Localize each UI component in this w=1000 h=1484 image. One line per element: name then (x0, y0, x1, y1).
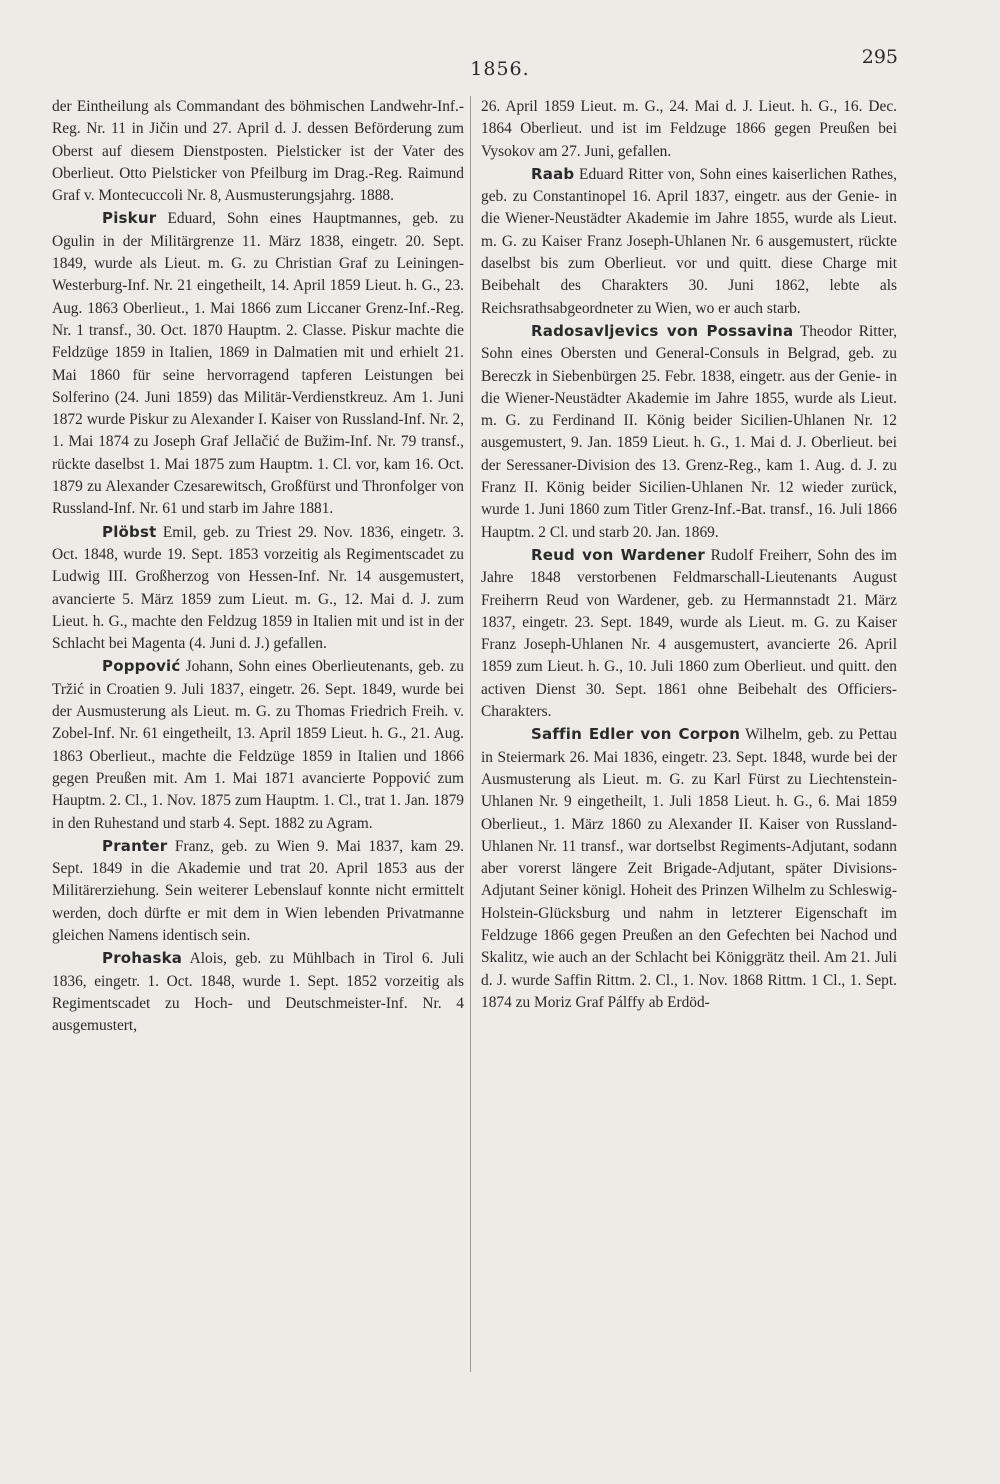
entry-name: Saffin Edler von Corpon (531, 725, 741, 744)
entry-text: Rudolf Freiherr, Sohn des im Jahre 1848 verstorbenen Feldmarschall-Lieutenants August Freiherrn Reud von Wardener, geb. zu Hermannstadt 21. März 1837, eingetr. 23. Sept. 1849, wurde als Lieut. m. G. zu Kaiser Franz Joseph-Uhlanen Nr. 4 ausgemustert, avancierte 26. April 1859 zum Lieut. h. G., 10. Juli 1860 zum Oberlieut. und quitt. den activen Dienst 30. Sept. 1861 ohne Beibehalt des Officiers-Charakters. (481, 546, 897, 721)
page-number: 295 (861, 46, 898, 68)
entry-pranter (52, 835, 464, 947)
entry-saffin (481, 723, 897, 1014)
entry-text: Franz, geb. zu Wien 9. Mai 1837, kam 29. Sept. 1849 in die Akademie und trat 20. April 1853 aus der Militärerziehung. Sein weiterer Lebenslauf konnte nicht ermittelt werden, doch dürfte er mit dem in Wien lebenden Privatmanne gleichen Namens identisch sein. (52, 837, 464, 944)
entry-name: Prohaska (102, 949, 183, 968)
entry-piskur (52, 207, 464, 520)
entry-text: Johann, Sohn eines Oberlieutenants, geb. zu Tržić in Croatien 9. Juli 1837, eingetr. 26. Sept. 1849, wurde bei der Ausmusterung als Lieut. m. G. zu Thomas Friedrich Freih. v. Zobel-Inf. Nr. 61 eingetheilt, 13. April 1859 Lieut. h. G., 21. Aug. 1863 Oberlieut., machte die Feldzüge 1859 in Italien und 1866 gegen Preußen mit. Am 1. Mai 1871 avancierte Poppović zum Hauptm. 2. Cl., 1. Nov. 1875 zum Hauptm. 1. Cl., trat 1. Jan. 1879 in den Ruhestand und starb 4. Sept. 1882 zu Agram. (52, 658, 464, 832)
entry-radosavljevics (481, 320, 897, 544)
entry-text: Eduard Ritter von, Sohn eines kaiserlichen Rathes, geb. zu Constantinopel 16. April 1837, eingetr. aus der Genie- in die Wiener-Neustädter Akademie im Jahre 1855, wurde als Lieut. m. G. zu Kaiser Franz Joseph-Uhlanen Nr. 6 ausgemustert, rückte daselbst bis zum Oberlieut. vor und quitt. diese Charge mit Beibehalt des Charakters 30. Juni 1862, lebte als Reichsrathsabgeordneter zu Wien, wo er auch starb. (481, 165, 897, 317)
entry-reud-von-wardener (481, 544, 897, 723)
continued-paragraph: der Eintheilung als Commandant des böhmischen Landwehr-Inf.-Reg. Nr. 11 in Jičin und 27. April d. J. dessen Beförderung zum Oberst auf diesem Dienstposten. Pielsticker ist der Vater des Oberlieut. Otto Pielsticker von Pfeilburg im Drag.-Reg. Raimund Graf v. Montecuccoli Nr. 8, Ausmusterungsjahrg. 1888. (52, 98, 464, 205)
entry-name: Piskur (102, 209, 157, 228)
entry-ploebst (52, 521, 464, 656)
entry-name: Reud von Wardener (531, 545, 705, 564)
entry-text: Theodor Ritter, Sohn eines Obersten und General-Consuls in Belgrad, geb. zu Bereczk in Siebenbürgen 25. Febr. 1838, eingetr. aus der Genie- in die Wiener-Neustädter Akademie im Jahre 1855, wurde als Lieut. m. G. zu Ferdinand II. König beider Sicilien-Uhlanen Nr. 12 ausgemustert, 9. Jan. 1859 Lieut. h. G., 1. Mai d. J. Oberlieut. bei der Seressaner-Division des 13. Grenz-Reg., kam 1. Aug. d. J. zu Franz II. König beider Sicilien-Uhlanen Nr. 12 wieder zurück, wurde 1. Juni 1860 zum Titler Grenz-Inf.-Bat. transf., 16. Juli 1866 Hauptm. 2 Cl. und starb 20. Jan. 1869. (481, 322, 898, 541)
right-column (481, 96, 897, 1014)
entry-name: Raab (531, 164, 575, 183)
entry-name: Plöbst (102, 522, 157, 541)
entry-name: Poppović (102, 657, 181, 676)
entry-poppovic (52, 655, 464, 834)
running-header-year: 1856. (470, 58, 530, 80)
entry-name: Pranter (102, 836, 168, 855)
entry-name: Radosavljevics von Possavina (531, 321, 794, 340)
entry-raab (481, 163, 897, 320)
entry-text: Eduard, Sohn eines Hauptmannes, geb. zu Ogulin in der Militärgrenze 11. März 1838, eingetr. 20. Sept. 1849, wurde als Lieut. m. G. zu Christian Graf zu Leiningen-Westerburg-Inf. Nr. 21 eingetheilt, 14. April 1859 Lieut. h. G., 23. Aug. 1863 Oberlieut., 1. Mai 1866 zum Liccaner Grenz-Inf.-Reg. Nr. 1 transf., 30. Oct. 1870 Hauptm. 2. Classe. Piskur machte die Feldzüge 1859 in Italien, 1869 in Dalmatien mit und erhielt 21. Mai 1860 für seine hervorragend tapferen Leistungen bei Solferino (24. Juni 1859) das Militär-Verdienstkreuz. Am 1. Juni 1872 wurde Piskur zu Alexander I. Kaiser von Russland-Inf. Nr. 2, 1. Mai 1874 zu Joseph Graf Jellačić de Bužim-Inf. Nr. 79 transf., rückte daselbst 1. Mai 1875 zum Hauptm. 1. Cl. vor, kam 16. Oct. 1879 zu Alexander Czesarewitsch, Großfürst und Thronfolger von Russland-Inf. Nr. 61 und starb im Jahre 1881. (52, 210, 464, 518)
column-divider (470, 96, 471, 1372)
entry-text: Emil, geb. zu Triest 29. Nov. 1836, eingetr. 3. Oct. 1848, wurde 19. Sept. 1853 vorzeitig als Regimentscadet zu Ludwig III. Großherzog von Hessen-Inf. Nr. 14 ausgemustert, avancierte 5. März 1859 zum Lieut. m. G., 12. Mai d. J. zum Lieut. h. G., machte den Feldzug 1859 in Italien mit und ist in der Schlacht bei Magenta (4. Juni d. J.) gefallen. (52, 523, 464, 653)
entry-text: Alois, geb. zu Mühlbach in Tirol 6. Juli 1836, eingetr. 1. Oct. 1848, wurde 1. Sept. 1852 vorzeitig als Regimentscadet zu Hoch- und Deutschmeister-Inf. Nr. 4 ausgemustert, (52, 950, 464, 1035)
left-column (52, 96, 464, 1037)
continued-paragraph: 26. April 1859 Lieut. m. G., 24. Mai d. J. Lieut. h. G., 16. Dec. 1864 Oberlieut. und ist im Feldzuge 1866 gegen Preußen bei Vysokov am 27. Juni, gefallen. (481, 98, 897, 160)
entry-prohaska (52, 947, 464, 1037)
entry-text: Wilhelm, geb. zu Pettau in Steiermark 26. Mai 1836, eingetr. 23. Sept. 1848, wurde bei der Ausmusterung als Lieut. m. G. zu Karl Fürst zu Liechtenstein-Uhlanen Nr. 9 eingetheilt, 1. Juli 1858 Lieut. h. G., 6. Mai 1859 Oberlieut., 1. März 1860 zu Alexander II. Kaiser von Russland-Uhlanen Nr. 11 transf., war dortselbst Regiments-Adjutant, sodann aber vorerst längere Zeit Brigade-Adjutant, später Divisions-Adjutant Seiner königl. Hoheit des Prinzen Wilhelm zu Schleswig-Holstein-Glücksburg und nahm in letzterer Eigenschaft im Feldzuge 1866 gegen Preußen an den Gefechten bei Nachod und Skalitz, wie auch an der Schlacht bei Königgrätz theil. Am 21. Juli d. J. wurde Saffin Rittm. 2. Cl., 1. Nov. 1868 Rittm. 1 Cl., 1. Sept. 1874 zu Moriz Graf Pálffy ab Erdöd- (481, 726, 897, 1011)
